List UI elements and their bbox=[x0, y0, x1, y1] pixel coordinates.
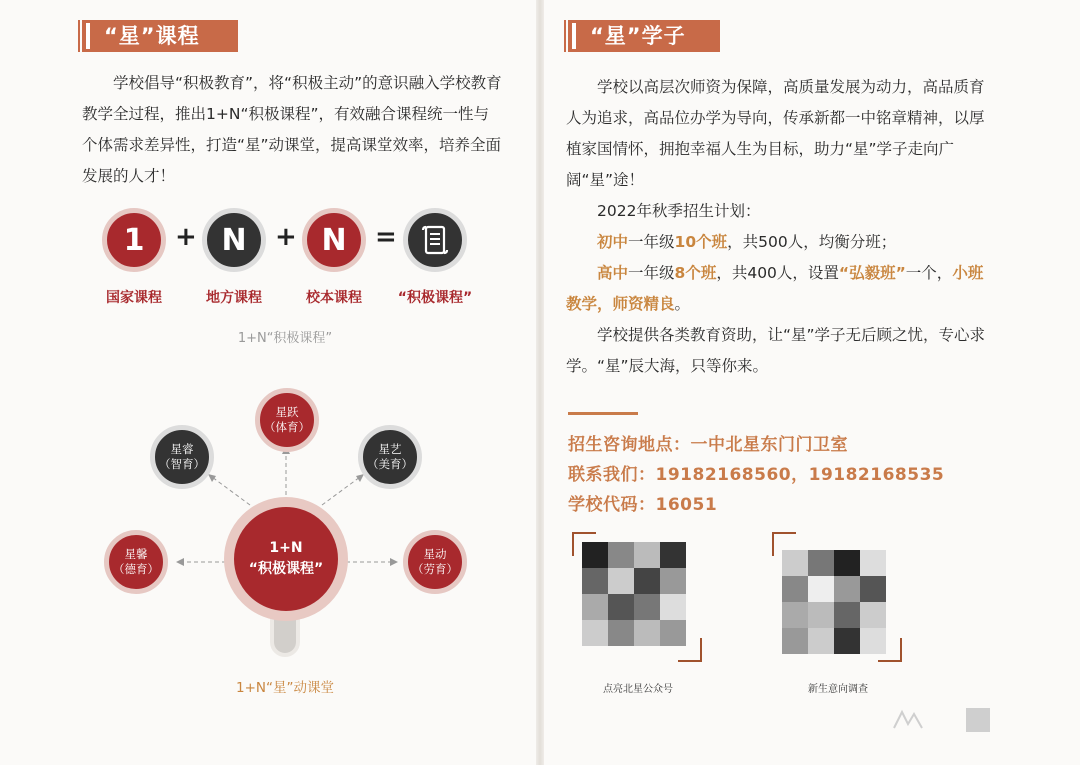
senior-text-1: 一年级 bbox=[628, 264, 675, 282]
course-paragraph bbox=[82, 68, 502, 192]
label-local-course: 地方课程 bbox=[206, 290, 262, 306]
equals-sign: = bbox=[375, 222, 397, 252]
label-national-course: 国家课程 bbox=[106, 290, 162, 306]
plus-sign: + bbox=[175, 222, 197, 252]
hongyi-class: “弘毅班” bbox=[838, 264, 906, 282]
center-line1: 1+N bbox=[269, 540, 303, 556]
senior-text-3: 一个， bbox=[905, 264, 953, 282]
center-line2: “积极课程” bbox=[248, 561, 324, 577]
contact-address: 招生咨询地点：一中北星东门门卫室 bbox=[568, 435, 848, 455]
page-fold bbox=[536, 0, 544, 765]
local-course-circle: N bbox=[202, 208, 266, 272]
senior-classes: 8个班 bbox=[674, 264, 717, 282]
node-morality bbox=[104, 530, 168, 594]
school-course-circle: N bbox=[302, 208, 366, 272]
watermark-logo-icon bbox=[888, 706, 928, 736]
contact-school-code: 学校代码：16051 bbox=[568, 495, 718, 515]
student-paragraph-1: 学校以高层次师资为保障，高质量发展为动力，高品质育人为追求，高品位办学为导向，传承新都一中铭章精神，以厚植家国情怀，拥抱幸福人生为目标，助力“星”学子走向广阔“星”途！ bbox=[566, 78, 985, 189]
contact-divider bbox=[568, 412, 638, 415]
junior-text-1: 一年级 bbox=[628, 233, 675, 251]
node-sports bbox=[255, 388, 319, 452]
formula-caption: 1+N“积极课程” bbox=[237, 331, 333, 346]
diagram-caption: 1+N“星”动课堂 bbox=[236, 680, 334, 696]
node-arts-name: 星艺 bbox=[378, 442, 402, 456]
junior-classes: 10个班 bbox=[674, 233, 728, 251]
node-labor bbox=[403, 530, 467, 594]
section-heading-student: “星”学子 bbox=[568, 20, 720, 52]
student-paragraph-2: 2022年秋季招生计划： bbox=[597, 202, 761, 220]
node-sports-sub: （体育） bbox=[264, 420, 310, 434]
plus-sign: + bbox=[275, 222, 297, 252]
student-paragraph-3 bbox=[566, 227, 986, 258]
student-paragraph-4 bbox=[566, 258, 986, 320]
qr-caption-survey: 新生意向调查 bbox=[808, 684, 868, 695]
scroll-icon bbox=[420, 224, 450, 256]
junior-label: 初中 bbox=[597, 233, 629, 251]
center-circle bbox=[224, 497, 348, 621]
junior-text-2: ，共500人，均衡分班； bbox=[727, 233, 897, 251]
node-sports-name: 星跃 bbox=[275, 405, 299, 419]
node-intellect-name: 星睿 bbox=[170, 442, 194, 456]
contact-phone: 联系我们：19182168560，19182168535 bbox=[568, 465, 945, 485]
qr-code-survey[interactable] bbox=[772, 532, 902, 662]
small-class: 小班教学，师资精良 bbox=[566, 264, 984, 313]
course-paragraph-text: 学校倡导“积极教育”，将“积极主动”的意识融入学校教育教学全过程，推出1+N“积极课程”，有效融合课程统一性与个体需求差异性，打造“星”动课堂，提高课堂效率，培养全面发展的人才！ bbox=[82, 74, 502, 185]
label-school-course: 校本课程 bbox=[306, 290, 362, 306]
positive-course-circle bbox=[403, 208, 467, 272]
senior-text-2: ，共400人，设置 bbox=[716, 264, 839, 282]
student-paragraph-5: 学校提供各类教育资助，让“星”学子无后顾之忧，专心求学。“星”辰大海，只等你来。 bbox=[566, 326, 986, 375]
node-morality-name: 星馨 bbox=[124, 547, 148, 561]
watermark-box bbox=[966, 708, 990, 732]
label-positive-course: “积极课程” bbox=[397, 290, 473, 306]
qr-caption-wechat: 点亮北星公众号 bbox=[603, 684, 673, 695]
section-heading-course: “星”课程 bbox=[82, 20, 238, 52]
node-labor-sub: （劳育） bbox=[412, 562, 458, 576]
qr-code-wechat[interactable] bbox=[572, 532, 702, 662]
node-morality-sub: （德育） bbox=[113, 562, 159, 576]
node-intellect-sub: （智育） bbox=[159, 457, 205, 471]
senior-label: 高中 bbox=[597, 264, 629, 282]
node-arts-sub: （美育） bbox=[367, 457, 413, 471]
node-arts bbox=[358, 425, 422, 489]
senior-text-4: 。 bbox=[674, 295, 691, 313]
national-course-circle: 1 bbox=[102, 208, 166, 272]
node-intellect bbox=[150, 425, 214, 489]
node-labor-name: 星动 bbox=[423, 547, 447, 561]
student-paragraphs bbox=[566, 72, 986, 382]
